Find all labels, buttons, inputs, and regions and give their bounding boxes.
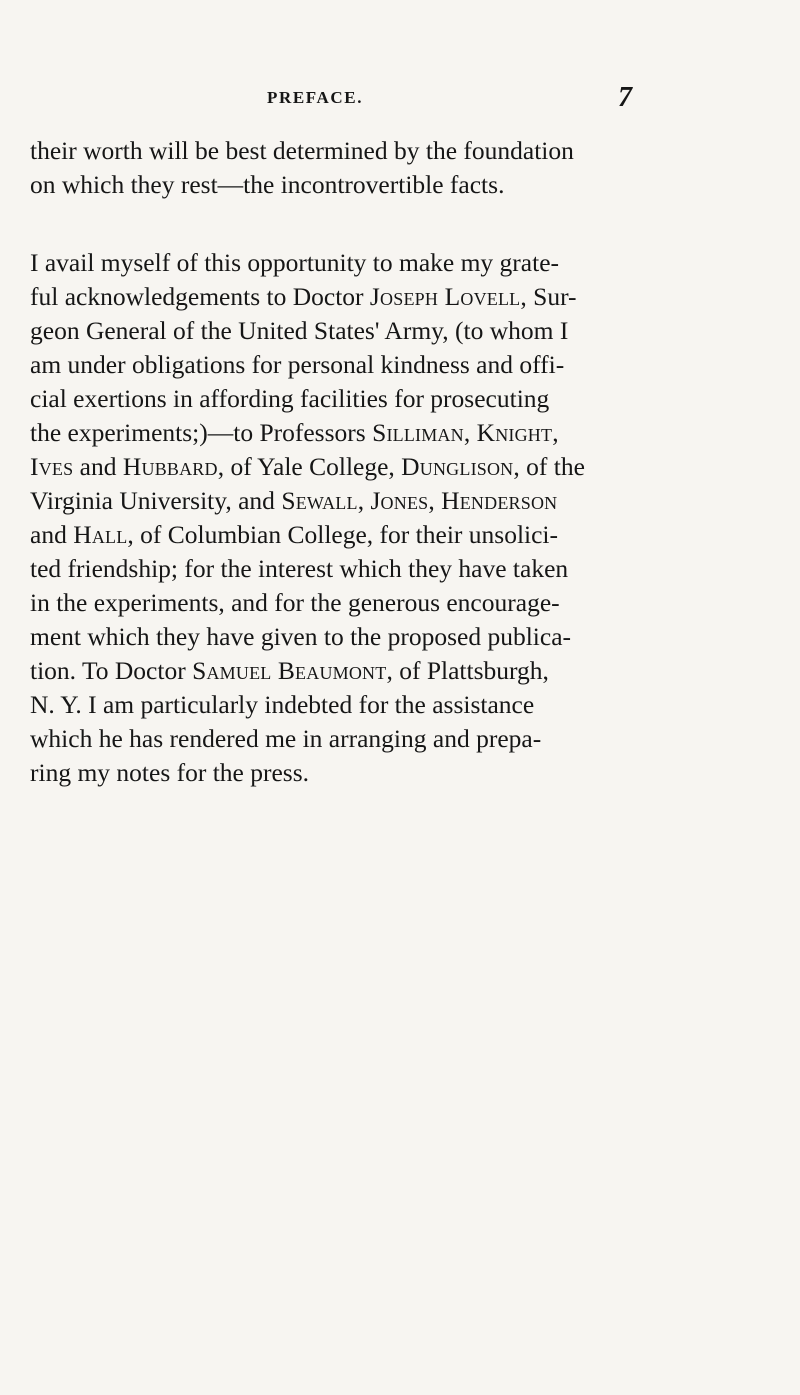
text-line [30, 654, 640, 688]
text-segment: and [73, 452, 123, 481]
person-name: Jones [370, 486, 429, 515]
text-line: I avail myself of this opportunity to make my grate- [30, 248, 560, 277]
text-segment: , [428, 486, 442, 515]
text-line: am under obligations for personal kindness and offi- [30, 350, 565, 379]
text-line: ring my notes for the press. [30, 758, 310, 787]
text-segment: , of Columbian College, for their unsolici- [127, 520, 559, 549]
text-segment: , [463, 418, 477, 447]
paragraph-1 [30, 134, 640, 202]
text-line: ted friendship; for the interest which they have taken [30, 554, 569, 583]
paragraph-break [30, 202, 640, 246]
person-name: Samuel [192, 656, 272, 685]
text-line: on which they rest—the incontrovertible facts. [30, 170, 505, 199]
paragraph-2 [30, 246, 640, 790]
person-name: Silliman [372, 418, 464, 447]
text-line: their worth will be best determined by the foundation [30, 136, 574, 165]
text-line: in the experiments, and for the generous encourage- [30, 588, 560, 617]
text-segment: , of Yale College, [217, 452, 402, 481]
text-line: ment which they have given to the proposed publica- [30, 622, 572, 651]
person-name: Hall [73, 520, 128, 549]
text-segment: Virginia University, and [30, 486, 282, 515]
page-number: 7 [618, 82, 632, 113]
person-name: Ives [30, 452, 74, 481]
person-name: Sewall [281, 486, 358, 515]
text-line: geon General of the United States' Army, (to whom I [30, 316, 569, 345]
text-segment: the experiments;)—to Professors [30, 418, 373, 447]
person-name: Beaumont [277, 656, 387, 685]
text-line [30, 484, 640, 518]
text-line [30, 280, 640, 314]
person-name: Knight [476, 418, 553, 447]
running-title: PREFACE. [267, 88, 364, 107]
text-line [30, 450, 640, 484]
text-line: cial exertions in affording facilities for prosecuting [30, 384, 550, 413]
text-line [30, 518, 640, 552]
text-segment: , of Plattsburgh, [386, 656, 549, 685]
text-line: N. Y. I am particularly indebted for the assistance [30, 690, 535, 719]
person-name: Hubbard [122, 452, 218, 481]
text-segment: ful acknowledgements to Doctor [30, 282, 370, 311]
text-segment: , of the [513, 452, 585, 481]
text-segment: and [30, 520, 74, 549]
text-segment: tion. To Doctor [30, 656, 193, 685]
person-name: Joseph Lovell [369, 282, 521, 311]
text-segment: , [552, 418, 559, 447]
running-head [116, 82, 632, 122]
text-segment: , [357, 486, 371, 515]
text-segment: , Sur- [520, 282, 577, 311]
preface-text [30, 134, 640, 790]
person-name: Henderson [441, 486, 558, 515]
text-line [30, 416, 640, 450]
person-name: Dunglison [401, 452, 514, 481]
text-line: which he has rendered me in arranging and prepa- [30, 724, 542, 753]
